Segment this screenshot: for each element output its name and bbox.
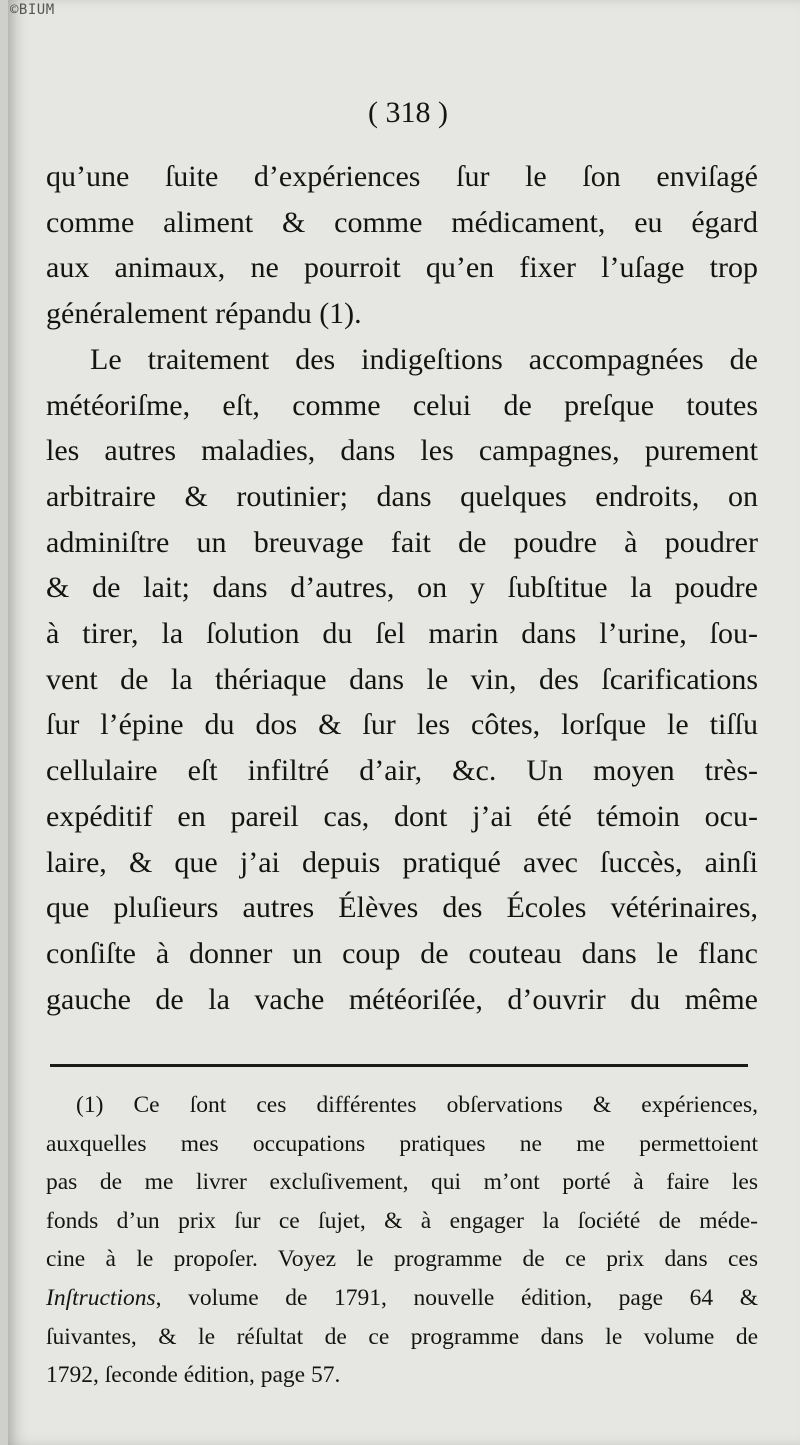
footnote-divider [50, 1064, 748, 1067]
paragraph-first-line: Le traitement des indigeſtions accompagnées de [90, 342, 758, 376]
text-line: comme aliment & comme médicament, eu égard [46, 205, 758, 239]
text-line: gauche de la vache météoriſée, d’ouvrir du même [46, 982, 758, 1016]
text-line: laire, & que j’ai depuis pratiqué avec ſuccès, ainſi [46, 845, 758, 879]
instructions-title: Inſtructions [46, 1284, 156, 1311]
footnote-line: cine à le propoſer. Voyez le programme de ce prix dans ces [46, 1246, 758, 1273]
footnote-line-rest: , volume de 1791, nouvelle édition, page 64 & [155, 1284, 758, 1311]
text-line: généralement répandu (1). [46, 297, 362, 331]
text-line: conſiſte à donner un coup de couteau dans le flanc [46, 936, 758, 970]
footnote-line: 1792, ſeconde édition, page 57. [46, 1362, 341, 1389]
text-line: que pluſieurs autres Élèves des Écoles vétérinaires, [46, 891, 758, 925]
text-line: expéditif en pareil cas, dont j’ai été témoin ocu- [46, 799, 758, 833]
footnote-line: auxquelles mes occupations pratiques ne me permettoient [46, 1130, 758, 1157]
text-line: les autres maladies, dans les campagnes, purement [46, 434, 758, 468]
footnote [46, 1086, 758, 1395]
footnote-line-instructions [46, 1279, 758, 1318]
footnote-line: ſuivantes, & le réſultat de ce programme dans le volume de [46, 1323, 758, 1350]
page-number: ( 318 ) [368, 96, 448, 129]
text-line: aux animaux, ne pourroit qu’en fixer l’uſage trop [46, 251, 758, 285]
footnote-line: pas de me livrer excluſivement, qui m’ont porté à faire les [46, 1169, 758, 1196]
text-line: adminiſtre un breuvage fait de poudre à poudrer [46, 525, 758, 559]
text-line: ſur l’épine du dos & ſur les côtes, lorſque le tiſſu [46, 708, 758, 742]
text-line: à tirer, la ſolution du ſel marin dans l’urine, ſou- [46, 617, 758, 651]
watermark-label: ©BIUM [10, 2, 55, 18]
text-line: arbitraire & routinier; dans quelques endroits, on [46, 479, 758, 513]
text-line: & de lait; dans d’autres, on y ſubſtitue la poudre [46, 571, 758, 605]
text-line: vent de la thériaque dans le vin, des ſcarifications [46, 662, 758, 696]
text-line: qu’une ſuite d’expériences ſur le ſon enviſagé [46, 160, 758, 193]
main-text [46, 154, 758, 1022]
book-page [8, 0, 800, 1445]
footnote-line: fonds d’un prix ſur ce ſujet, & à engager la ſociété de méde- [46, 1207, 758, 1234]
text-line: cellulaire eſt infiltré d’air, &c. Un moyen très- [46, 754, 758, 788]
text-line: météoriſme, eſt, comme celui de preſque toutes [46, 388, 758, 422]
footnote-line: (1) Ce ſont ces différentes obſervations & expériences, [76, 1092, 758, 1118]
